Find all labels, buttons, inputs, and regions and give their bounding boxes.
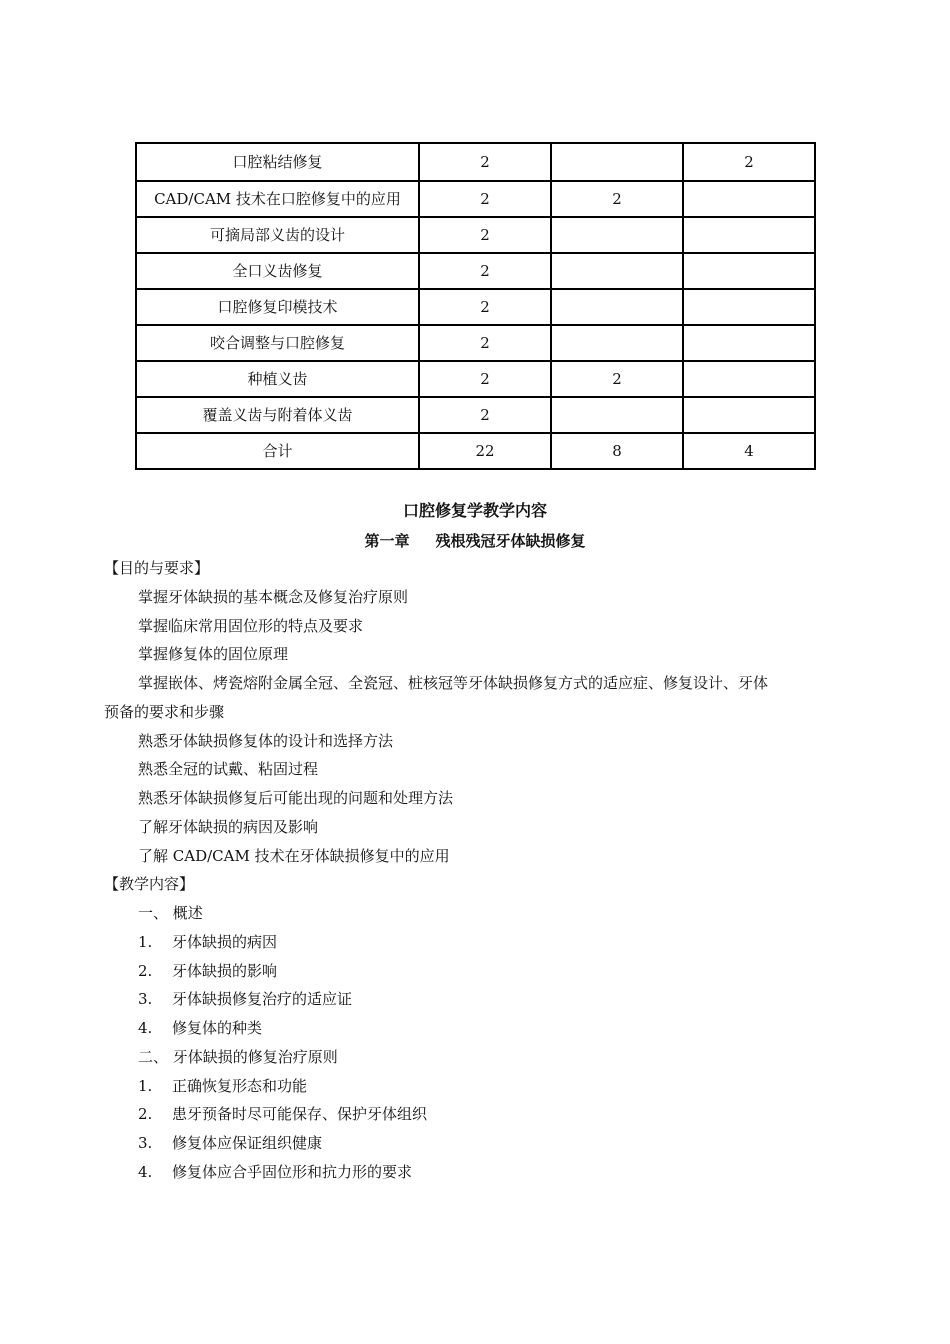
section-heading: 二、 牙体缺损的修复治疗原则 (138, 1048, 338, 1066)
table-cell: 22 (419, 433, 551, 469)
list-number: 1. (138, 1077, 153, 1095)
list-item (138, 1133, 322, 1153)
table-cell-topic: 合计 (136, 433, 419, 469)
table-cell-topic: 全口义齿修复 (136, 253, 419, 289)
table-row (136, 361, 815, 397)
table-cell: 2 (419, 325, 551, 361)
table-cell (551, 397, 683, 433)
aim-item: 熟悉牙体缺损修复后可能出现的问题和处理方法 (138, 789, 454, 807)
list-number: 3. (138, 990, 153, 1008)
table-cell (551, 325, 683, 361)
list-item (138, 1018, 262, 1038)
table-cell (551, 143, 683, 181)
table-row (136, 325, 815, 361)
list-number: 2. (138, 1105, 153, 1123)
table-cell (683, 361, 815, 397)
table-cell-topic: 咬合调整与口腔修复 (136, 325, 419, 361)
list-item (138, 932, 277, 952)
aim-item-continued: 预备的要求和步骤 (104, 703, 225, 721)
list-number: 4. (138, 1019, 153, 1037)
list-item (138, 961, 277, 981)
list-text: 修复体应保证组织健康 (172, 1134, 323, 1152)
aim-item: 掌握牙体缺损的基本概念及修复治疗原则 (138, 588, 409, 606)
content-heading: 【教学内容】 (104, 875, 195, 893)
aim-item: 掌握嵌体、烤瓷熔附金属全冠、全瓷冠、桩核冠等牙体缺损修复方式的适应症、修复设计、牙体 (138, 674, 769, 692)
list-number: 1. (138, 933, 153, 951)
list-number: 4. (138, 1163, 153, 1181)
table-cell (683, 325, 815, 361)
table-cell (551, 217, 683, 253)
course-hours-table (135, 142, 816, 470)
table-cell: 2 (551, 181, 683, 217)
aim-item: 掌握临床常用固位形的特点及要求 (138, 617, 364, 635)
table-row (136, 397, 815, 433)
table-row (136, 217, 815, 253)
list-text: 牙体缺损的病因 (172, 933, 278, 951)
table-cell: 2 (419, 289, 551, 325)
table-cell: 2 (419, 253, 551, 289)
list-item (138, 1076, 307, 1096)
list-text: 牙体缺损的影响 (172, 962, 278, 980)
table-cell: 4 (683, 433, 815, 469)
table-cell-topic: CAD/CAM 技术在口腔修复中的应用 (136, 181, 419, 217)
table-cell: 2 (419, 397, 551, 433)
table-row-total (136, 433, 815, 469)
table-row (136, 253, 815, 289)
table-cell-topic: 覆盖义齿与附着体义齿 (136, 397, 419, 433)
table-cell (683, 397, 815, 433)
table-cell: 2 (419, 181, 551, 217)
document-title: 口腔修复学教学内容 (402, 501, 547, 520)
table-row (136, 181, 815, 217)
table-cell (683, 181, 815, 217)
aim-item: 熟悉牙体缺损修复体的设计和选择方法 (138, 732, 394, 750)
table-cell: 2 (419, 361, 551, 397)
list-item (138, 1104, 427, 1124)
list-text: 修复体的种类 (172, 1019, 263, 1037)
section-heading: 一、 概述 (138, 904, 203, 922)
table-cell: 2 (683, 143, 815, 181)
table-cell-topic: 种植义齿 (136, 361, 419, 397)
table-cell-topic: 口腔修复印模技术 (136, 289, 419, 325)
table-cell: 2 (551, 361, 683, 397)
table-cell: 2 (419, 143, 551, 181)
list-text: 正确恢复形态和功能 (172, 1077, 308, 1095)
list-item (138, 1162, 412, 1182)
list-number: 3. (138, 1134, 153, 1152)
aim-item: 了解牙体缺损的病因及影响 (138, 818, 319, 836)
list-text: 患牙预备时尽可能保存、保护牙体组织 (172, 1105, 428, 1123)
table-cell (683, 253, 815, 289)
table-cell-topic: 可摘局部义齿的设计 (136, 217, 419, 253)
table-cell (683, 217, 815, 253)
chapter-heading: 第一章 残根残冠牙体缺损修复 (364, 532, 586, 550)
aim-item: 熟悉全冠的试戴、粘固过程 (138, 760, 319, 778)
table-cell (551, 289, 683, 325)
list-text: 牙体缺损修复治疗的适应证 (172, 990, 353, 1008)
table-cell (551, 253, 683, 289)
table-row (136, 143, 815, 181)
aim-item: 了解 CAD/CAM 技术在牙体缺损修复中的应用 (138, 847, 450, 865)
aim-item: 掌握修复体的固位原理 (138, 645, 289, 663)
aims-heading: 【目的与要求】 (104, 559, 210, 577)
table-cell-topic: 口腔粘结修复 (136, 143, 419, 181)
list-number: 2. (138, 962, 153, 980)
list-item (138, 989, 352, 1009)
table-cell: 2 (419, 217, 551, 253)
table-cell: 8 (551, 433, 683, 469)
table-cell (683, 289, 815, 325)
list-text: 修复体应合乎固位形和抗力形的要求 (172, 1163, 413, 1181)
table-row (136, 289, 815, 325)
